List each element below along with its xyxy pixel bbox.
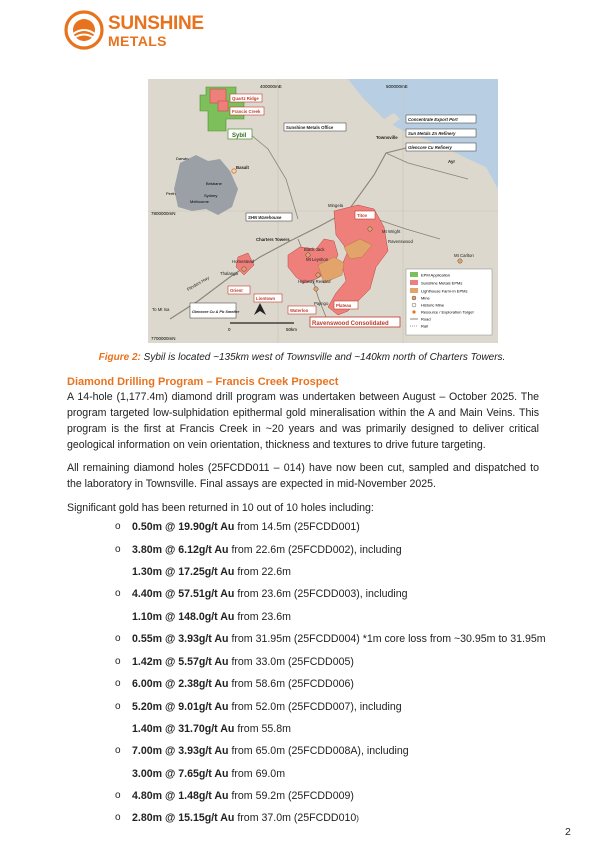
result-detail-end: )	[356, 814, 359, 823]
label-to-mt-isa: To Mt Isa	[152, 307, 170, 312]
scale-start: 0	[228, 327, 231, 332]
result-detail: from 23.6m	[234, 611, 291, 623]
location-map	[148, 79, 498, 343]
scale-end: 50km	[286, 327, 298, 332]
result-detail: from 65.0m (25FCDD008A), including	[228, 745, 409, 757]
result-item	[132, 723, 291, 735]
mine-icon	[314, 287, 318, 291]
label-sunshine-office: Sunshine Metals Office	[286, 125, 334, 130]
result-intercept: 1.30m @ 17.25g/t Au	[132, 566, 235, 578]
label-brisbane: Brisbane	[206, 181, 222, 186]
paragraph-remaining-holes: All remaining diamond holes (25FCDD011 – 014) have now been cut, sampled and dispatched to the laboratory in Townsville. Final assays are expected in mid-November 2025.	[67, 462, 539, 490]
legend-rail: Rail	[421, 323, 428, 329]
grid-label-7800000: 7800000mN	[151, 211, 176, 216]
label-sybil: Sybil	[232, 133, 247, 139]
legend-mine: Mine	[421, 295, 430, 301]
label-titov: Titov	[357, 213, 368, 218]
result-item	[132, 566, 291, 578]
result-intercept: 1.42m @ 5.57g/t Au	[132, 656, 229, 668]
legend-historic-mine: Historic Mine	[421, 302, 445, 308]
bullet-icon: o	[115, 633, 121, 644]
result-item	[115, 588, 408, 600]
result-item	[115, 633, 546, 645]
bullet-icon: o	[115, 521, 121, 532]
bullet-icon: o	[115, 790, 121, 801]
result-item	[115, 701, 402, 713]
result-intercept: 4.80m @ 1.48g/t Au	[132, 790, 229, 802]
label-export-port: Concentrate Export Port	[408, 117, 458, 122]
result-intercept: 2.80m @ 15.15g/t Au	[132, 812, 235, 824]
result-item	[115, 656, 354, 668]
bullet-icon: o	[115, 745, 121, 756]
label-orient: Orient	[230, 288, 243, 293]
result-item	[115, 790, 354, 802]
legend-epm-application: EPM Application	[421, 272, 451, 278]
result-detail: from 52.0m (25FCDD007), including	[228, 701, 402, 713]
page-number: 2	[565, 826, 571, 838]
label-waterloo: Waterloo	[290, 308, 309, 313]
result-intercept: 7.00m @ 3.93g/t Au	[132, 745, 229, 757]
label-melbourne: Melbourne	[190, 199, 209, 204]
result-detail: from 55.8m	[234, 723, 291, 735]
label-mt-wright: Mt Wright	[382, 229, 401, 234]
result-item	[115, 521, 360, 533]
label-black-jack: Black Jack	[304, 247, 325, 252]
label-shn-warehouse: SHN Warehouse	[248, 215, 282, 220]
label-charters-towers: Charters Towers	[256, 237, 290, 242]
mine-icon	[306, 253, 310, 257]
result-intercept: 3.00m @ 7.65g/t Au	[132, 768, 229, 780]
figure-caption	[0, 352, 604, 363]
label-francis-creek: Francis Creek	[232, 109, 261, 114]
result-detail: from 58.6m (25FCDD006)	[228, 678, 354, 690]
result-intercept: 4.40m @ 57.51g/t Au	[132, 588, 235, 600]
sun-logo-icon	[64, 10, 104, 50]
result-item	[132, 768, 285, 780]
label-homestead: Homestead	[232, 259, 254, 264]
result-detail: from 59.2m (25FCDD009)	[228, 790, 354, 802]
mine-icon	[458, 259, 462, 263]
mine-icon	[316, 273, 320, 277]
legend-sunshine-epms: Sunshine Metals EPMs	[421, 280, 463, 286]
label-mingela: Mingela	[328, 203, 344, 208]
label-mt-leyshon: Mt Leyshon	[306, 257, 329, 262]
label-ravenswood-consolidated: Ravenswood Consolidated	[312, 321, 389, 327]
result-detail: from 23.6m (25FCDD003), including	[234, 588, 408, 600]
bullet-icon: o	[115, 588, 121, 599]
label-quartz-ridge: Quartz Ridge	[232, 96, 259, 101]
result-intercept: 1.10m @ 148.0g/t Au	[132, 611, 235, 623]
figure-number: Figure 2:	[98, 352, 141, 363]
result-intercept: 3.80m @ 6.12g/t Au	[132, 544, 229, 556]
label-basalt: Basalt	[236, 165, 249, 170]
label-glencore-smelter: Glencore Cu & Pb Smelter	[192, 310, 240, 314]
label-ravenswood: Ravenswood	[388, 239, 413, 244]
logo-word-metals: METALS	[108, 33, 167, 49]
figure-caption-text: Sybil is located ~135km west of Townsville and ~140km north of Charters Towers.	[140, 352, 506, 363]
grid-label-7700000: 7700000mN	[151, 336, 176, 341]
bullet-icon: o	[115, 701, 121, 712]
result-detail: from 22.6m (25FCDD002), including	[228, 544, 402, 556]
result-detail: from 37.0m (25FCDD010	[234, 812, 357, 824]
result-intercept: 6.00m @ 2.38g/t Au	[132, 678, 229, 690]
label-cu-refinery: Glencore Cu Refinery	[408, 145, 452, 150]
bullet-icon: o	[115, 678, 121, 689]
label-pajingo: Pajingo	[314, 301, 329, 306]
result-item	[115, 812, 359, 824]
legend-road: Road	[421, 316, 431, 322]
result-detail: from 69.0m	[228, 768, 286, 780]
result-detail: from 22.6m	[234, 566, 291, 578]
label-thalanga: Thalanga	[220, 271, 238, 276]
mine-icon	[242, 267, 246, 271]
label-liontown: Liontown	[256, 296, 276, 301]
label-highway-reward: Highway Reward	[298, 279, 331, 284]
section-heading: Diamond Drilling Program – Francis Creek Prospect	[67, 376, 339, 388]
result-item	[115, 544, 402, 556]
paragraph-program: A 14-hole (1,177.4m) diamond drill program was undertaken between August – October 2025. The program targeted low-sulphidation epithermal gold mineralisation within the A and Main Veins. This program is the first at Francis Creek in ~20 years and was primarily designed to deliver critical geological information on vein orientation, thickness and textures to drive future targeting.	[67, 391, 539, 451]
result-detail: from 31.95m (25FCDD004) *1m core loss from ~30.95m to 31.95m	[228, 633, 546, 645]
bullet-icon: o	[115, 656, 121, 667]
result-item	[115, 678, 354, 690]
result-item	[132, 611, 291, 623]
label-townsville: Townsville	[376, 135, 398, 140]
mine-icon	[368, 227, 372, 231]
legend-resource-target: Resource / Exploration Target	[421, 309, 474, 315]
paragraph-significant-gold: Significant gold has been returned in 10 out of 10 holes including:	[67, 502, 374, 514]
label-perth: Perth	[166, 191, 176, 196]
grid-label-400000: 400000mE	[260, 84, 282, 89]
label-flinders-hwy: Flinders Hwy	[186, 275, 211, 292]
result-intercept: 0.55m @ 3.93g/t Au	[132, 633, 229, 645]
legend-lighthouse-epms: Lighthouse Farm-In EPMs	[421, 288, 468, 294]
bullet-icon: o	[115, 812, 121, 823]
result-intercept: 0.50m @ 19.90g/t Au	[132, 521, 235, 533]
bullet-icon: o	[115, 544, 121, 555]
map-legend	[406, 269, 492, 335]
result-intercept: 5.20m @ 9.01g/t Au	[132, 701, 229, 713]
grid-label-500000: 500000mE	[386, 84, 408, 89]
label-zn-refinery: Sun Metals Zn Refinery	[408, 131, 456, 136]
logo-word-sunshine: SUNSHINE	[108, 13, 204, 34]
label-darwin: Darwin	[176, 156, 189, 161]
label-plateau: Plateau	[336, 303, 352, 308]
result-detail: from 33.0m (25FCDD005)	[228, 656, 354, 668]
result-detail: from 14.5m (25FCDD001)	[234, 521, 360, 533]
result-intercept: 1.40m @ 31.70g/t Au	[132, 723, 235, 735]
result-item	[115, 745, 409, 757]
label-mt-carlton: Mt Carlton	[454, 253, 474, 258]
label-ayr: Ayr	[448, 159, 456, 164]
label-sydney: Sydney	[204, 193, 218, 198]
